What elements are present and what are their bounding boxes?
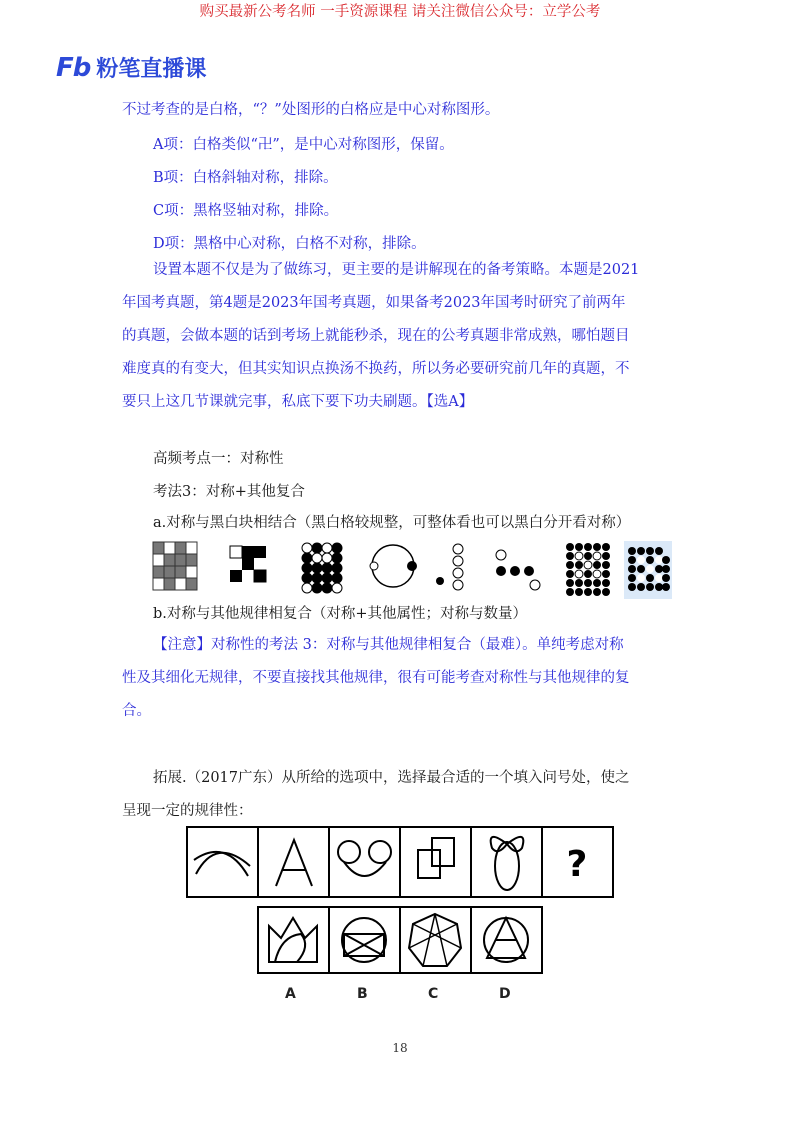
figure-circle-dots xyxy=(368,541,420,593)
answer-line: B项：白格斜轴对称，排除。 xyxy=(153,170,338,186)
answer-line: 不过考查的是白格，“？”处图形的白格应是中心对称图形。 xyxy=(122,102,500,118)
figure-black-squares xyxy=(228,541,272,593)
example-figures xyxy=(150,541,670,603)
answer-line: 难度真的有变大，但其实知识点换汤不换药，所以务必要研究前几年的真题，不 xyxy=(122,361,630,377)
note-line: 性及其细化无规律，不要直接找其他规律，很有可能考查对称性与其他规律的复 xyxy=(122,670,630,686)
question-figure-strip xyxy=(186,826,616,900)
question-mark: ? xyxy=(566,844,588,885)
section-heading: 高频考点一：对称性 xyxy=(153,451,284,467)
method-line: 考法3：对称+其他复合 xyxy=(153,484,305,500)
answer-line: C项：黑格竖轴对称，排除。 xyxy=(153,203,339,219)
note-line: 【注意】对称性的考法 3：对称与其他规律相复合（最难）。单纯考虑对称 xyxy=(153,637,624,653)
figure-grid-gray xyxy=(152,541,200,593)
answer-line: 设置本题不仅是为了做练习，更主要的是讲解现在的备考策略。本题是2021 xyxy=(153,262,640,278)
brand-logo-mark: Fb xyxy=(56,52,91,83)
question-line: 呈现一定的规律性： xyxy=(122,803,253,819)
top-banner: 购买最新公考名师 一手资源课程 请关注微信公众号：立学公考 xyxy=(199,4,601,20)
brand-logo xyxy=(56,52,206,83)
item-b: b.对称与其他规律相复合（对称+其他属性；对称与数量） xyxy=(153,606,528,622)
note-line: 合。 xyxy=(122,703,151,719)
figure-blue-dot-grid xyxy=(624,541,674,601)
page-number: 18 xyxy=(392,1041,408,1055)
options-figure-strip xyxy=(257,906,547,976)
option-label: B xyxy=(357,986,368,1002)
option-label: A xyxy=(285,986,296,1002)
item-a: a.对称与黑白块相结合（黑白格较规整，可整体看也可以黑白分开看对称） xyxy=(153,515,631,531)
option-label: C xyxy=(428,986,439,1002)
answer-line: D项：黑格中心对称，白格不对称，排除。 xyxy=(153,236,426,252)
answer-line: 要只上这几节课就完事，私底下要下功夫刷题。【选A】 xyxy=(122,394,474,410)
figure-dots-column xyxy=(432,541,472,593)
answer-line: 年国考真题，第4题是2023年国考真题，如果备考2023年国考时研究了前两年 xyxy=(122,295,626,311)
question-line: 拓展.（2017广东）从所给的选项中，选择最合适的一个填入问号处，使之 xyxy=(153,770,630,786)
answer-line: 的真题，会做本题的话到考场上就能秒杀，现在的公考真题非常成熟，哪怕题目 xyxy=(122,328,630,344)
option-label: D xyxy=(499,986,511,1002)
answer-line: A项：白格类似“卍”，是中心对称图形，保留。 xyxy=(153,137,454,153)
brand-logo-name: 粉笔直播课 xyxy=(96,57,207,82)
figure-circle-grid xyxy=(298,541,348,595)
figure-dots-row xyxy=(495,541,545,593)
figure-dense-dot-grid xyxy=(564,541,614,597)
